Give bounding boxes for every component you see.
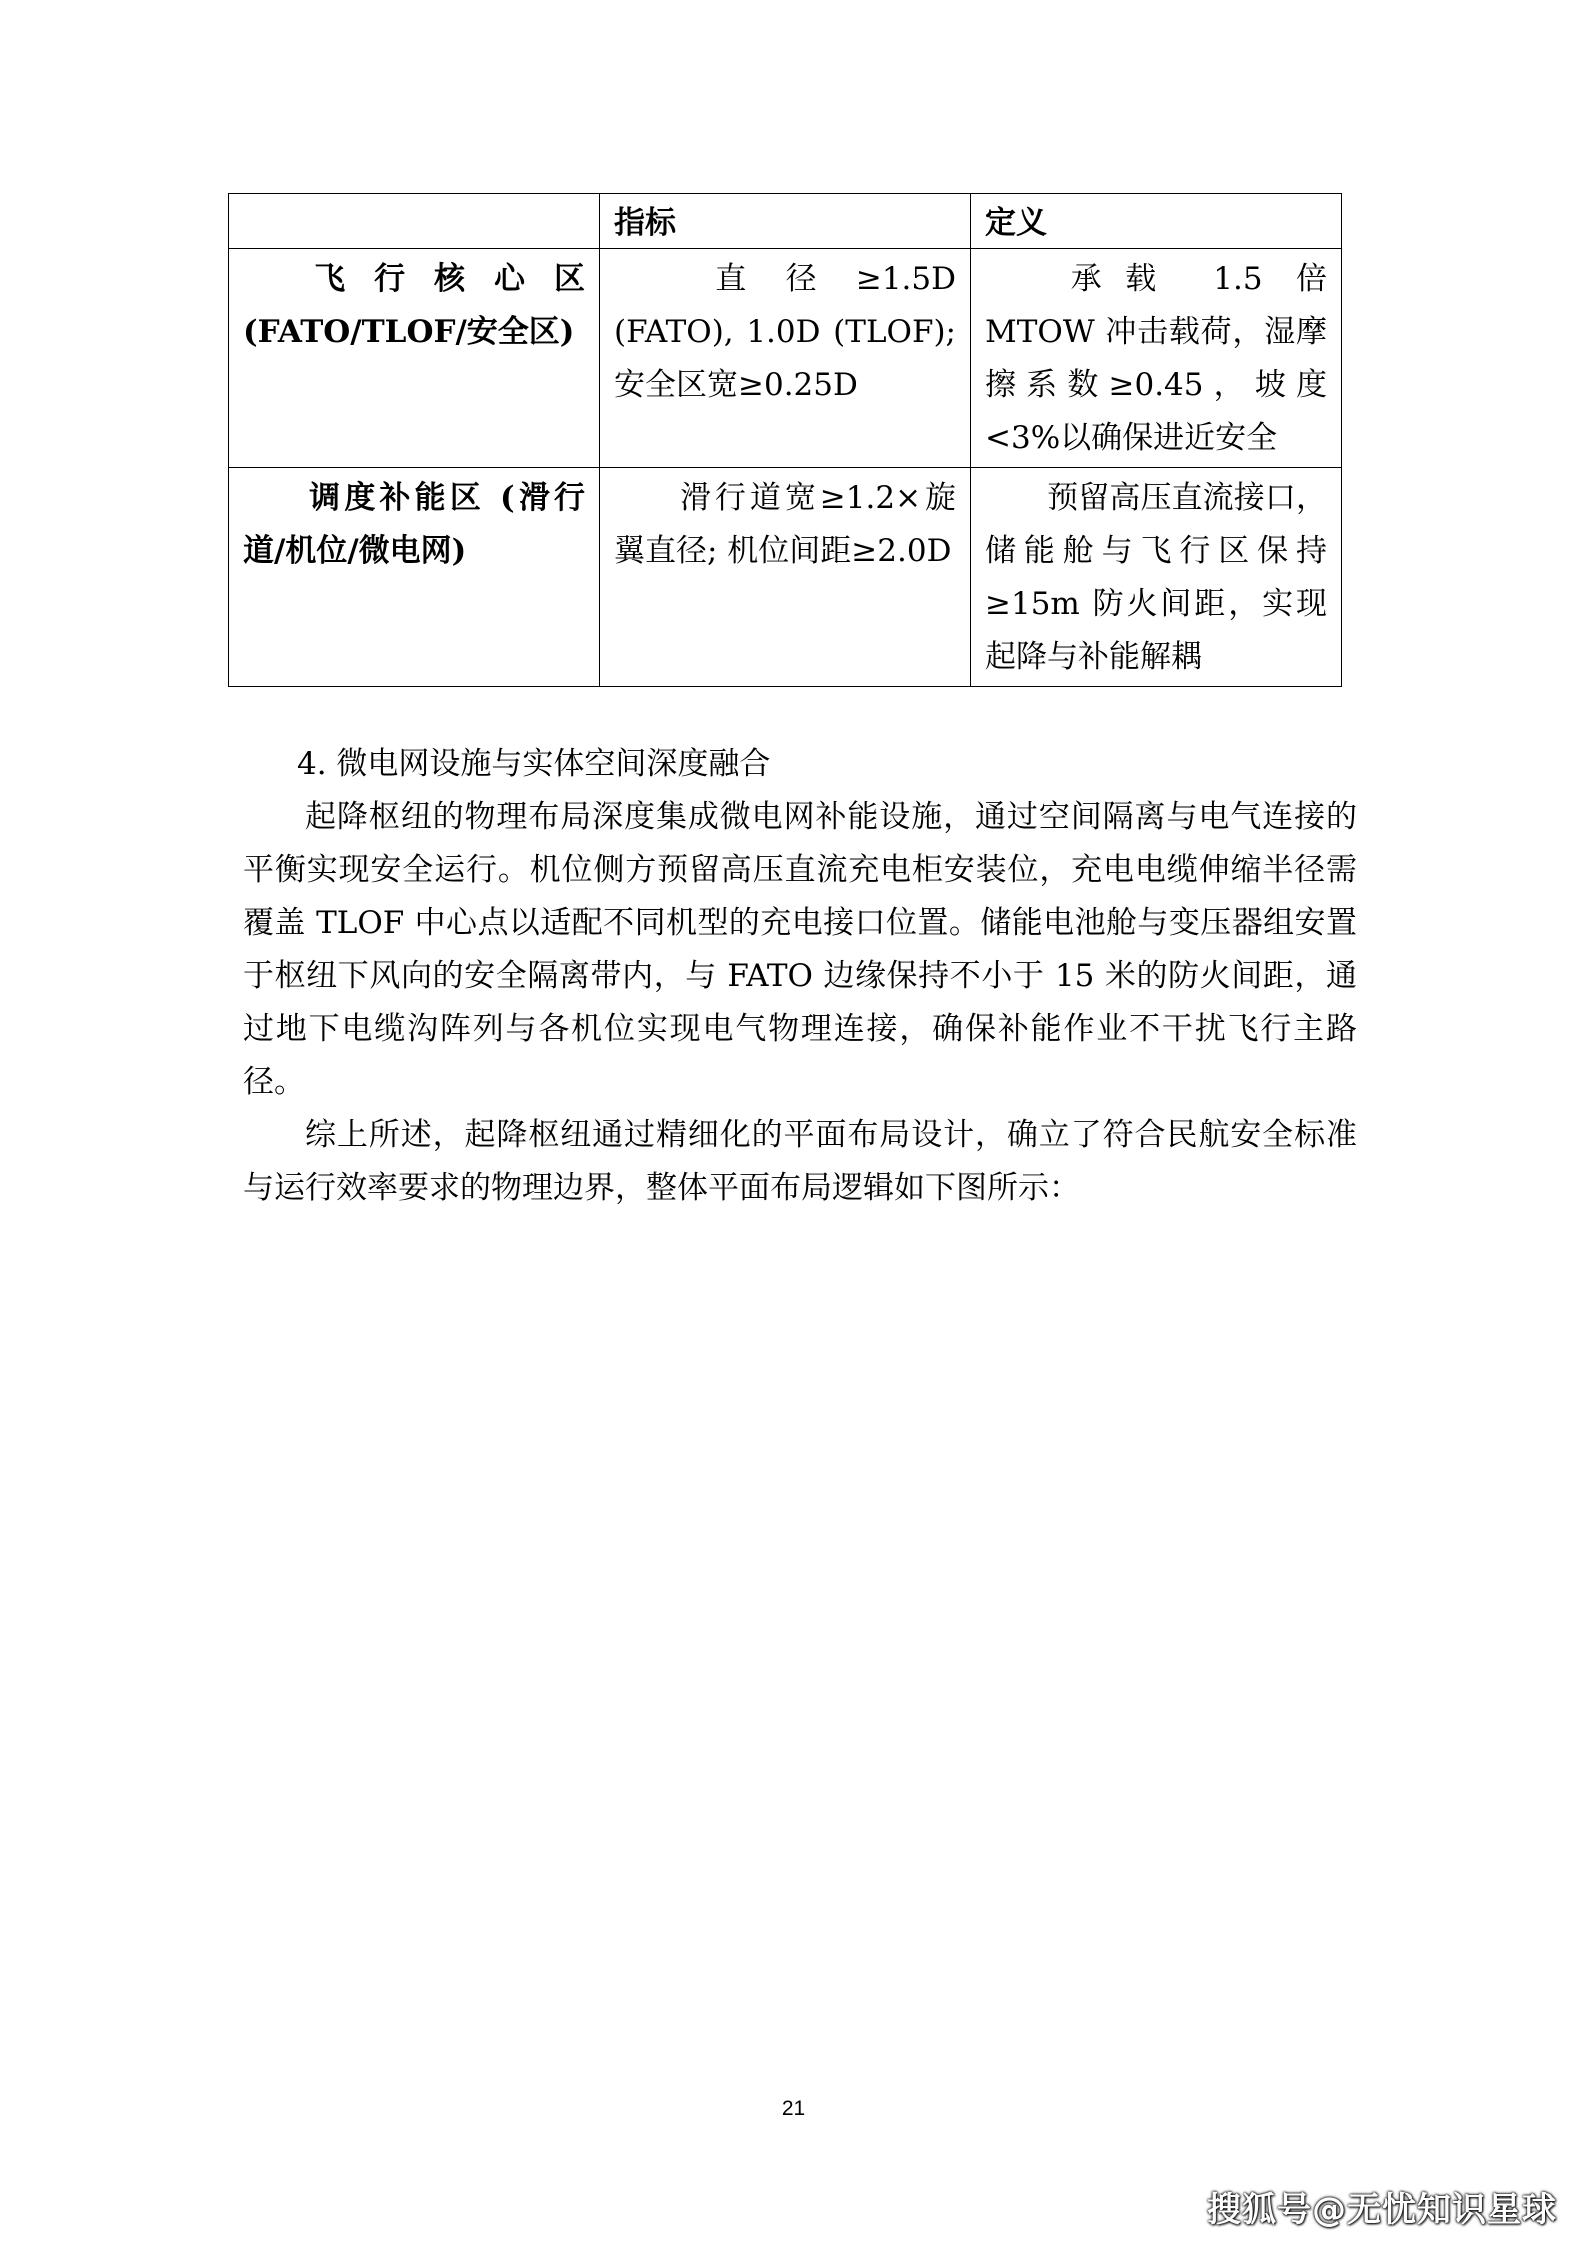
table-header-row xyxy=(229,194,1342,249)
body-text xyxy=(243,738,1357,1215)
section-heading: 4. 微电网设施与实体空间深度融合 xyxy=(297,746,771,782)
table-cell-definition: 预留高压直流接口，储能舱与飞行区保持≥15m 防火间距，实现起降与补能解耦 xyxy=(971,468,1342,687)
page-number: 21 xyxy=(781,2097,806,2120)
table-header-cell: 指标 xyxy=(600,194,971,249)
table-cell-zone: 调度补能区 (滑行道/机位/微电网) xyxy=(229,468,600,687)
watermark: 搜狐号@无忧知识星球 xyxy=(1207,2190,1557,2230)
table-cell-definition: 承载 1.5 倍 MTOW 冲击载荷，湿摩擦系数≥0.45，坡度<3%以确保进近安全 xyxy=(971,249,1342,468)
table-cell-indicator: 直径≥1.5D (FATO), 1.0D (TLOF); 安全区宽≥0.25D xyxy=(600,249,971,468)
table-row xyxy=(229,249,1342,468)
paragraph: 综上所述，起降枢纽通过精细化的平面布局设计，确立了符合民航安全标准与运行效率要求的物理边界，整体平面布局逻辑如下图所示： xyxy=(243,1117,1357,1206)
table-cell-indicator: 滑行道宽≥1.2×旋翼直径; 机位间距≥2.0D xyxy=(600,468,971,687)
table-header-cell: 定义 xyxy=(971,194,1342,249)
table-cell-zone: 飞 行 核 心 区(FATO/TLOF/安全区) xyxy=(229,249,600,468)
table-row xyxy=(229,468,1342,687)
table-header-cell xyxy=(229,194,600,249)
paragraph: 起降枢纽的物理布局深度集成微电网补能设施，通过空间隔离与电气连接的平衡实现安全运行。机位侧方预留高压直流充电柜安装位，充电电缆伸缩半径需覆盖 TLOF 中心点以适配不同机型的充电接口位置。储能电池舱与变压器组安置于枢纽下风向的安全隔离带内，与 FATO 边缘保持不小于 15 米的防火间距，通过地下电缆沟阵列与各机位实现电气物理连接，确保补能作业不干扰飞行主路径。 xyxy=(243,799,1357,1100)
spec-table xyxy=(228,193,1342,687)
